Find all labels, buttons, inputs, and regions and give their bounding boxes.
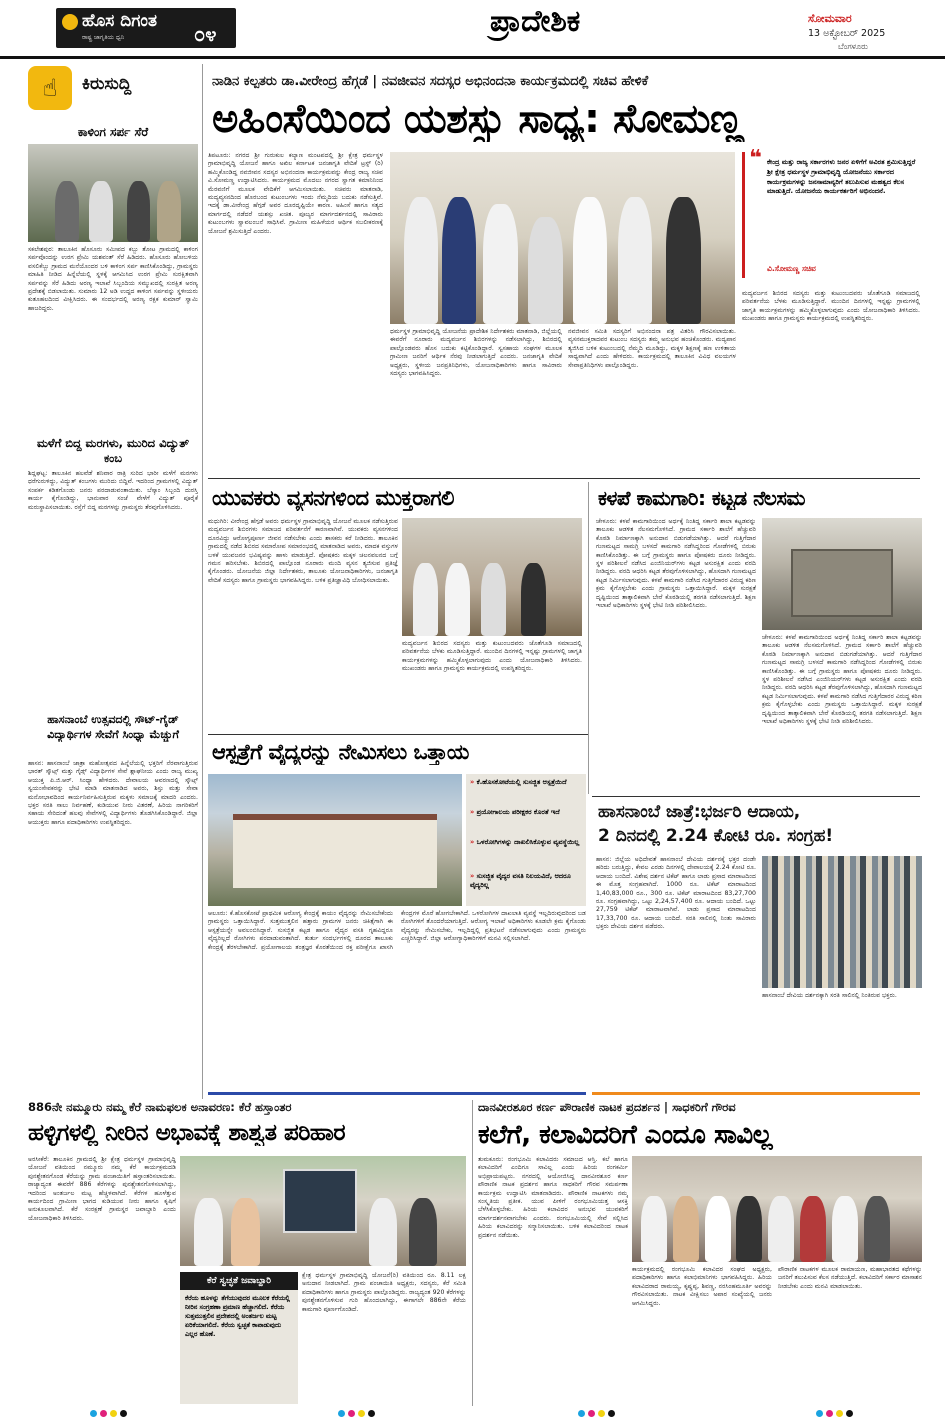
kere-strap: 886ನೇ ನಮ್ಮೂರು ನಮ್ಮ ಕೆರೆ ನಾಮಫಲಕ ಅನಾವರಣ: ಕೆರೆ ಹಸ್ತಾಂತರ (28, 1100, 292, 1114)
bullet-icon: » (470, 872, 477, 880)
quote-mark-icon: ❝ (749, 146, 762, 171)
hasanambe-text: ಹಾಸನ: ಜಿಲ್ಲೆಯ ಅಧಿದೇವತೆ ಹಾಸನಾಂಬೆ ದೇವಿಯ ದರ್ಶನಕ್ಕೆ ಭಕ್ತರ ದಂಡೇ ಹರಿದು ಬರುತ್ತಿದ್ದು, ಕೇವಲ ಎರಡು ದಿನಗಳಲ್ಲಿ ದೇವಾಲಯಕ್ಕೆ 2.24 ಕೋಟಿ ರೂ. ಆದಾಯ ಬಂದಿದೆ. ವಿಶೇಷ ದರ್ಶನ ಟಿಕೆಟ್ ಹಾಗೂ ಲಾಡು ಪ್ರಸಾದ ಮಾರಾಟದಿಂದ ಈ ಮೊತ್ತ ಸಂಗ್ರಹವಾಗಿದೆ. 1000 ರೂ. ಟಿಕೆಟ್ ಮಾರಾಟದಿಂದ 1,40,83,000 ರೂ., 300 ರೂ. ಟಿಕೆಟ್ ಮಾರಾಟದಿಂದ 83,27,700 ರೂ. ಸಂಗ್ರಹವಾಗಿದ್ದು, ಒಟ್ಟು 2,24,57,400 ರೂ. ಆದಾಯ ಬಂದಿದೆ. ಒಟ್ಟು 27,759 ಟಿಕೆಟ್ ಮಾರಾಟವಾಗಿವೆ. ಲಾಡು ಪ್ರಸಾದ ಮಾರಾಟದಿಂದ 17,33,700 ರೂ. ಆದಾಯ ಬಂದಿದೆ. ಸರತಿ ಸಾಲಿನಲ್ಲಿ ನಿಂತು ಸಾವಿರಾರು ಭಕ್ತರು ದೇವಿಯ ದರ್ಶನ ಪಡೆದರು. (596, 856, 756, 931)
person-figure (705, 1196, 731, 1262)
person-figure (445, 563, 470, 636)
bullet-text: ಪ್ರಯೋಗಾಲಯ ಪರೀಕ್ಷಕರ ಕೊರತೆ ಇದೆ (476, 808, 560, 816)
masthead-rule (0, 56, 945, 59)
bullet-text: ಕೆ.ಹೊಸಕೋಟೆಯಲ್ಲಿ ಸುಸಜ್ಜಿತ ಆಸ್ಪತ್ರೆಯಿದೆ (476, 778, 567, 786)
page-number: ೦೪ (194, 22, 217, 46)
person-figure (89, 181, 113, 242)
kalege-strap: ದಾನವೀರಶೂರ ಕರ್ಣ ಪೌರಾಣಿಕ ನಾಟಕ ಪ್ರದರ್ಶನ | ಸಾಧಕರಿಗೆ ಗೌರವ (478, 1100, 736, 1114)
person-figure (666, 197, 701, 324)
registration-dot (338, 1410, 345, 1417)
story3-text: ಹಾಸನ: ಹಾಸನಾಂಬೆ ಜಾತ್ರಾ ಮಹೋತ್ಸವದ ಹಿನ್ನೆಲೆಯಲ್ಲಿ ಭಕ್ತರಿಗೆ ನೆರವಾಗುತ್ತಿರುವ ಭಾರತ್ ಸ್ಕೌಟ್ಸ್ ಮತ್ತು ಗೈಡ್ಸ್ ವಿದ್ಯಾರ್ಥಿಗಳ ಸೇವೆ ಶ್ಲಾಘನೀಯ ಎಂದು ರಾಜ್ಯ ಮುಖ್ಯ ಆಯುಕ್ತ ಪಿ.ಜಿ.ಆರ್. ಸಿಂಧ್ಯಾ ಹೇಳಿದರು. ದೇವಾಲಯ ಆವರಣದಲ್ಲಿ ಸ್ಕೌಟ್ಸ್ ಸ್ವಯಂಸೇವಕರನ್ನು ಭೇಟಿ ಮಾಡಿ ಮಾತನಾಡಿದ ಅವರು, ಶಿಸ್ತು ಮತ್ತು ಸೇವಾ ಮನೋಭಾವದಿಂದ ಕಾರ್ಯನಿರ್ವಹಿಸುತ್ತಿರುವ ಮಕ್ಕಳು ಸಮಾಜಕ್ಕೆ ಮಾದರಿ ಎಂದರು. ಭಕ್ತರ ಸರತಿ ಸಾಲು ನಿರ್ವಹಣೆ, ಕುಡಿಯುವ ನೀರು ವಿತರಣೆ, ಹಿರಿಯ ನಾಗರಿಕರಿಗೆ ಸಹಾಯ ಸೇರಿದಂತೆ ಹಲವು ಸೇವೆಗಳಲ್ಲಿ ವಿದ್ಯಾರ್ಥಿಗಳು ತೊಡಗಿಸಿಕೊಂಡಿದ್ದಾರೆ. ಜಿಲ್ಲಾ ಆಯುಕ್ತರು ಹಾಗೂ ಪದಾಧಿಕಾರಿಗಳು ಉಪಸ್ಥಿತರಿದ್ದರು. (28, 760, 198, 826)
person-figure (641, 1196, 667, 1262)
person-figure (404, 197, 439, 324)
aspatre-photo (208, 774, 462, 906)
person-figure (573, 197, 608, 324)
person-figure (481, 563, 506, 636)
kere-headline: ಹಳ್ಳಿಗಳಲ್ಲಿ ನೀರಿನ ಅಭಾವಕ್ಕೆ ಶಾಶ್ವತ ಪರಿಹಾರ (28, 1120, 346, 1146)
left-column-rule (202, 64, 203, 1099)
kere-photo (180, 1156, 466, 1266)
aspatre-top-rule (208, 734, 588, 735)
hasanambe-caption: ಹಾಸನಾಂಬೆ ದೇವಿಯ ದರ್ಶನಕ್ಕಾಗಿ ಸರತಿ ಸಾಲಿನಲ್ಲಿ ನಿಂತಿರುವ ಭಕ್ತರು. (762, 992, 897, 999)
person-figure (369, 1198, 398, 1266)
registration-dot (100, 1410, 107, 1417)
bullet-icon: » (470, 778, 477, 786)
person-figure (127, 181, 151, 242)
registration-dot (368, 1410, 375, 1417)
building-shape (791, 549, 893, 616)
yuvaka-photo (402, 518, 582, 636)
lead-strap: ನಾಡಿನ ಕಲ್ಪತರು ಡಾ.ವೀರೇಂದ್ರ ಹೆಗ್ಗಡೆ | ನವಜೀವನ ಸದಸ್ಯರ ಅಭಿನಂದನಾ ಕಾರ್ಯಕ್ರಮದಲ್ಲಿ ಸಚಿವ ಹೇಳಿಕೆ (212, 74, 649, 89)
bottom-mid-rule (472, 1100, 473, 1406)
person-figure (409, 1198, 438, 1266)
person-figure (231, 1198, 260, 1266)
registration-dot (120, 1410, 127, 1417)
bullet-item (470, 808, 582, 817)
kere-text: ಅರಸೀಕೆರೆ: ತಾಲೂಕಿನ ಗ್ರಾಮದಲ್ಲಿ ಶ್ರೀ ಕ್ಷೇತ್ರ ಧರ್ಮಸ್ಥಳ ಗ್ರಾಮಾಭಿವೃದ್ಧಿ ಯೋಜನೆ ವತಿಯಿಂದ ನಮ್ಮೂರು ನಮ್ಮ ಕೆರೆ ಕಾರ್ಯಕ್ರಮದಡಿ ಪುನಶ್ಚೇತನಗೊಂಡ ಕೆರೆಯನ್ನು ಗ್ರಾಮ ಪಂಚಾಯಿತಿಗೆ ಹಸ್ತಾಂತರಿಸಲಾಯಿತು. ರಾಜ್ಯಾದ್ಯಂತ ಈವರೆಗೆ 886 ಕೆರೆಗಳನ್ನು ಪುನಶ್ಚೇತನಗೊಳಿಸಲಾಗಿದ್ದು, ಇದರಿಂದ ಅಂತರ್ಜಲ ಮಟ್ಟ ಹೆಚ್ಚಳವಾಗಿದೆ. ಕೆರೆಗಳ ಹೂಳೆತ್ತುವ ಕಾರ್ಯದಿಂದ ಗ್ರಾಮೀಣ ಭಾಗದ ಕುಡಿಯುವ ನೀರು ಹಾಗೂ ಕೃಷಿಗೆ ಅನುಕೂಲವಾಗಿದೆ. ಕೆರೆ ಸಂರಕ್ಷಣೆ ಗ್ರಾಮಸ್ಥರ ಜವಾಬ್ದಾರಿ ಎಂದು ಯೋಜನಾಧಿಕಾರಿ ತಿಳಿಸಿದರು. (28, 1156, 176, 1222)
lead-quote-box (742, 146, 920, 278)
person-figure (768, 1196, 794, 1262)
kalape-headline: ಕಳಪೆ ಕಾಮಗಾರಿ: ಕಟ್ಟಡ ನೆಲಸಮ (598, 486, 806, 510)
registration-dot (578, 1410, 585, 1417)
bullet-text: ಸುಸಜ್ಜಿತ ವೈದ್ಯರ ವಸತಿ ನಿಲಯವಿದೆ, ಆದರೂ ವೈದ್ಯರಿಲ್ಲ (470, 872, 571, 889)
section-title: ಪ್ರಾದೇಶಿಕ (490, 4, 581, 39)
kalege-photo (632, 1156, 922, 1262)
registration-dot (588, 1410, 595, 1417)
person-figure (521, 563, 546, 636)
registration-dot (110, 1410, 117, 1417)
person-figure (832, 1196, 858, 1262)
kalege-text: ತುಮಕೂರು: ರಂಗಭೂಮಿ ಕಲಾವಿದರು ಸಮಾಜದ ಆಸ್ತಿ. ಕಲೆ ಹಾಗೂ ಕಲಾವಿದರಿಗೆ ಎಂದಿಗೂ ಸಾವಿಲ್ಲ ಎಂದು ಹಿರಿಯ ರಂಗಕರ್ಮಿ ಅಭಿಪ್ರಾಯಪಟ್ಟರು. ನಗರದಲ್ಲಿ ಆಯೋಜಿಸಿದ್ದ ದಾನವೀರಶೂರ ಕರ್ಣ ಪೌರಾಣಿಕ ನಾಟಕ ಪ್ರದರ್ಶನ ಹಾಗೂ ಸಾಧಕರಿಗೆ ಗೌರವ ಸಮರ್ಪಣಾ ಕಾರ್ಯಕ್ರಮ ಉದ್ಘಾಟಿಸಿ ಮಾತನಾಡಿದರು. ಪೌರಾಣಿಕ ನಾಟಕಗಳು ನಮ್ಮ ಸಂಸ್ಕೃತಿಯ ಪ್ರತೀಕ. ಯುವ ಪೀಳಿಗೆ ರಂಗಭೂಮಿಯತ್ತ ಆಸಕ್ತಿ ಬೆಳೆಸಿಕೊಳ್ಳಬೇಕು. ಹಿರಿಯ ಕಲಾವಿದರ ಅನುಭವ ಯುವಕರಿಗೆ ಮಾರ್ಗದರ್ಶನವಾಗಬೇಕು ಎಂದರು. ರಂಗಭೂಮಿಯಲ್ಲಿ ಸೇವೆ ಸಲ್ಲಿಸಿದ ಹಿರಿಯ ಕಲಾವಿದರನ್ನು ಸನ್ಮಾನಿಸಲಾಯಿತು. ಬಳಿಕ ಕಲಾವಿದರಿಂದ ನಾಟಕ ಪ್ರದರ್ಶನ ನಡೆಯಿತು. (478, 1156, 628, 1239)
kirusuddi-label: ಕಿರುಸುದ್ದಿ (82, 74, 132, 94)
lead-text-c: ನವಜೀವನ ಸಮಿತಿ ಸದಸ್ಯರಿಗೆ ಅಭಿನಂದನಾ ಪತ್ರ ವಿತರಿಸಿ ಗೌರವಿಸಲಾಯಿತು. ವ್ಯಸನಮುಕ್ತರಾದವರ ಕುಟುಂಬ ಸದಸ್ಯರು ತಮ್ಮ ಅನುಭವ ಹಂಚಿಕೊಂಡರು. ಮದ್ಯಪಾನ ತ್ಯಜಿಸಿದ ಬಳಿಕ ಕುಟುಂಬದಲ್ಲಿ ನೆಮ್ಮದಿ ಮೂಡಿದ್ದು, ಮಕ್ಕಳ ಶಿಕ್ಷಣಕ್ಕೆ ಹಣ ಉಳಿತಾಯ ಸಾಧ್ಯವಾಗಿದೆ ಎಂದು ಹೇಳಿದರು. ಕಾರ್ಯಕ್ರಮದಲ್ಲಿ ತಾಲೂಕಿನ ವಿವಿಧ ವಲಯಗಳ ಸೇವಾಪ್ರತಿನಿಧಿಗಳು ಪಾಲ್ಗೊಂಡಿದ್ದರು. (568, 328, 736, 369)
registration-dot (598, 1410, 605, 1417)
person-figure (528, 217, 563, 324)
aspatre-text: ಆಲೂರು: ಕೆ.ಹೊಸಕೋಟೆ ಪ್ರಾಥಮಿಕ ಆರೋಗ್ಯ ಕೇಂದ್ರಕ್ಕೆ ಕಾಯಂ ವೈದ್ಯರನ್ನು ನೇಮಿಸಬೇಕೆಂದು ಗ್ರಾಮಸ್ಥರು ಒತ್ತಾಯಿಸಿದ್ದಾರೆ. ಸುತ್ತಮುತ್ತಲಿನ ಹತ್ತಾರು ಗ್ರಾಮಗಳ ಜನರು ಚಿಕಿತ್ಸೆಗಾಗಿ ಈ ಆಸ್ಪತ್ರೆಯನ್ನೇ ಅವಲಂಬಿಸಿದ್ದಾರೆ. ಸುಸಜ್ಜಿತ ಕಟ್ಟಡ ಹಾಗೂ ವೈದ್ಯರ ವಸತಿ ಗೃಹವಿದ್ದರೂ ವೈದ್ಯರಿಲ್ಲದೆ ರೋಗಿಗಳು ಪರದಾಡುವಂತಾಗಿದೆ. ತುರ್ತು ಸಂದರ್ಭಗಳಲ್ಲಿ ದೂರದ ತಾಲೂಕು ಕೇಂದ್ರಕ್ಕೆ ತೆರಳಬೇಕಾಗಿದೆ. ಪ್ರಯೋಗಾಲಯ ತಂತ್ರಜ್ಞರ ಕೊರತೆಯಿಂದ ರಕ್ತ ಪರೀಕ್ಷೆಗೂ ಖಾಸಗಿ ಕೇಂದ್ರಗಳ ಮೊರೆ ಹೋಗಬೇಕಾಗಿದೆ. ಒಳರೋಗಿಗಳ ದಾಖಲಾತಿ ವ್ಯವಸ್ಥೆ ಇಲ್ಲದಿರುವುದರಿಂದ ಬಡ ರೋಗಿಗಳಿಗೆ ತೊಂದರೆಯಾಗುತ್ತಿದೆ. ಆರೋಗ್ಯ ಇಲಾಖೆ ಅಧಿಕಾರಿಗಳು ಕೂಡಲೇ ಕ್ರಮ ಕೈಗೊಂಡು ವೈದ್ಯರನ್ನು ನೇಮಿಸಬೇಕು, ಇಲ್ಲದಿದ್ದಲ್ಲಿ ಪ್ರತಿಭಟನೆ ನಡೆಸಲಾಗುವುದು ಎಂದು ಗ್ರಾಮಸ್ಥರು ಎಚ್ಚರಿಸಿದ್ದಾರೆ. ಜಿಲ್ಲಾ ಆರೋಗ್ಯಾಧಿಕಾರಿಗಳಿಗೆ ಮನವಿ ಸಲ್ಲಿಸಲಾಗಿದೆ. (208, 910, 586, 951)
brand-name: ಹೊಸ ದಿಗಂತ (82, 11, 157, 31)
orange-divider (592, 1092, 920, 1095)
brand-lamp-icon (62, 14, 78, 30)
yuvaka-text: ಮಧುಗಿರಿ: ವೀರೇಂದ್ರ ಹೆಗ್ಗಡೆ ಅವರು ಧರ್ಮಸ್ಥಳ ಗ್ರಾಮಾಭಿವೃದ್ಧಿ ಯೋಜನೆ ಮೂಲಕ ನಡೆಸುತ್ತಿರುವ ಮದ್ಯವರ್ಜನ ಶಿಬಿರಗಳು ಸಮಾಜದ ಪರಿವರ್ತನೆಗೆ ಕಾರಣವಾಗಿವೆ. ಯುವಕರು ವ್ಯಸನಗಳಿಂದ ದೂರವಿದ್ದು ಆರೋಗ್ಯಪೂರ್ಣ ಜೀವನ ನಡೆಸಬೇಕು ಎಂದು ಶಾಸಕರು ಕರೆ ನೀಡಿದರು. ತಾಲೂಕಿನ ಗ್ರಾಮದಲ್ಲಿ ನಡೆದ ಶಿಬಿರದ ಸಮಾರೋಪ ಸಮಾರಂಭದಲ್ಲಿ ಮಾತನಾಡಿದ ಅವರು, ಮಾದಕ ವಸ್ತುಗಳ ಬಳಕೆ ಯುವಜನರ ಭವಿಷ್ಯವನ್ನು ಹಾಳು ಮಾಡುತ್ತಿದೆ. ಪೋಷಕರು ಮಕ್ಕಳ ಚಲನವಲನದ ಬಗ್ಗೆ ಗಮನ ಹರಿಸಬೇಕು. ಶಿಬಿರದಲ್ಲಿ ಪಾಲ್ಗೊಂಡ ನೂರಾರು ಮಂದಿ ವ್ಯಸನ ತ್ಯಜಿಸುವ ಪ್ರತಿಜ್ಞೆ ಕೈಗೊಂಡರು. ಯೋಜನೆಯ ಜಿಲ್ಲಾ ನಿರ್ದೇಶಕರು, ತಾಲೂಕು ಯೋಜನಾಧಿಕಾರಿಗಳು, ಜನಜಾಗೃತಿ ವೇದಿಕೆ ಸದಸ್ಯರು ಹಾಗೂ ಗ್ರಾಮಸ್ಥರು ಭಾಗವಹಿಸಿದ್ದರು. ಬಳಿಕ ಪ್ರತಿಜ್ಞಾವಿಧಿ ಬೋಧಿಸಲಾಯಿತು. (208, 518, 398, 584)
hasanambe-photo (762, 856, 922, 988)
issue-date: 13 ಅಕ್ಟೋಬರ್ 2025 (808, 28, 886, 39)
person-figure (800, 1196, 826, 1262)
kere-text-2: ಕ್ಷೇತ್ರ ಧರ್ಮಸ್ಥಳ ಗ್ರಾಮಾಭಿವೃದ್ಧಿ ಯೋಜನೆ(ರಿ) ವತಿಯಿಂದ ರೂ. 8.11 ಲಕ್ಷ ಅನುದಾನ ನೀಡಲಾಗಿದೆ. ಗ್ರಾಮ ಪಂಚಾಯಿತಿ ಅಧ್ಯಕ್ಷರು, ಸದಸ್ಯರು, ಕೆರೆ ಸಮಿತಿ ಪದಾಧಿಕಾರಿಗಳು ಹಾಗೂ ಗ್ರಾಮಸ್ಥರು ಪಾಲ್ಗೊಂಡಿದ್ದರು. ರಾಜ್ಯದ್ಯಂತ 920 ಕೆರೆಗಳನ್ನು ಪುನಶ್ಚೇತನಗೊಳಿಸುವ ಗುರಿ ಹೊಂದಲಾಗಿದ್ದು, ಈಗಾಗಲೇ 886ನೇ ಕೆರೆಯ ಕಾಮಗಾರಿ ಪೂರ್ಣಗೊಂಡಿದೆ. (302, 1272, 466, 1313)
kalege-text-3: ಪೌರಾಣಿಕ ನಾಟಕಗಳ ಮೂಲಕ ರಾಮಾಯಣ, ಮಹಾಭಾರತದ ಕಥೆಗಳನ್ನು ಜನರಿಗೆ ತಲುಪಿಸುವ ಕೆಲಸ ನಡೆಯುತ್ತಿದೆ. ಕಲಾವಿದರಿಗೆ ಸರ್ಕಾರ ಮಾಸಾಶನ ನೀಡಬೇಕು ಎಂದು ಮನವಿ ಮಾಡಲಾಯಿತು. (778, 1266, 922, 1290)
person-figure (736, 1196, 762, 1262)
lead-photo (390, 152, 735, 324)
kalege-headline: ಕಲೆಗೆ, ಕಲಾವಿದರಿಗೆ ಎಂದೂ ಸಾವಿಲ್ಲ (478, 1120, 773, 1150)
hospital-building (233, 814, 436, 888)
bullet-item (470, 872, 582, 890)
story1-photo (28, 144, 198, 242)
bullet-icon: » (470, 808, 477, 816)
quote-text: ಕೇಂದ್ರ ಮತ್ತು ರಾಜ್ಯ ಸರ್ಕಾರಗಳು ಜನರ ಏಳಿಗೆಗೆ ಅವಿರತ ಶ್ರಮಿಸುತ್ತಿದ್ದರೆ ಶ್ರೀ ಕ್ಷೇತ್ರ ಧರ್ಮಸ್ಥಳ ಗ್ರಾಮಾಭಿವೃದ್ಧಿ ಯೋಜನೆಯು ಸರ್ಕಾರದ ಕಾರ್ಯಕ್ರಮಗಳನ್ನು ಜನಸಾಮಾನ್ಯರಿಗೆ ತಲುಪಿಸುವ ಮಹತ್ವದ ಕೆಲಸ ಮಾಡುತ್ತಿದೆ. ಯೋಜನೆಯ ಕಾರ್ಯಕರ್ತರಿಗೆ ಅಭಿನಂದನೆ. (767, 158, 916, 196)
hasanambe-top-rule (592, 796, 920, 797)
registration-dot (846, 1410, 853, 1417)
lead-bottom-rule (208, 478, 920, 479)
person-figure (618, 197, 653, 324)
kalape-text: ಚೇಳೂರು: ಕಳಪೆ ಕಾಮಗಾರಿಯಿಂದ ಅರ್ಧಕ್ಕೆ ನಿಂತಿದ್ದ ಸರ್ಕಾರಿ ಶಾಲಾ ಕಟ್ಟಡವನ್ನು ತಾಲೂಕು ಆಡಳಿತ ನೆಲಸಮಗೊಳಿಸಿದೆ. ಗ್ರಾಮದ ಸರ್ಕಾರಿ ಶಾಲೆಗೆ ಹೆಚ್ಚುವರಿ ಕೊಠಡಿ ನಿರ್ಮಾಣಕ್ಕಾಗಿ ಅನುದಾನ ಬಿಡುಗಡೆಯಾಗಿತ್ತು. ಆದರೆ ಗುತ್ತಿಗೆದಾರ ಗುಣಮಟ್ಟದ ಸಾಮಗ್ರಿ ಬಳಸದೆ ಕಾಮಗಾರಿ ನಡೆಸಿದ್ದರಿಂದ ಗೋಡೆಗಳಲ್ಲಿ ಬಿರುಕು ಕಾಣಿಸಿಕೊಂಡಿತ್ತು. ಈ ಬಗ್ಗೆ ಗ್ರಾಮಸ್ಥರು ಹಾಗೂ ಪೋಷಕರು ದೂರು ನೀಡಿದ್ದರು. ಸ್ಥಳ ಪರಿಶೀಲನೆ ನಡೆಸಿದ ಎಂಜಿನಿಯರ್‌ಗಳು ಕಟ್ಟಡ ಅಸುರಕ್ಷಿತ ಎಂದು ವರದಿ ನೀಡಿದ್ದರು. ವರದಿ ಆಧರಿಸಿ ಕಟ್ಟಡ ತೆರವುಗೊಳಿಸಲಾಗಿದ್ದು, ಹೊಸದಾಗಿ ಗುಣಮಟ್ಟದ ಕಟ್ಟಡ ನಿರ್ಮಿಸಲಾಗುವುದು. ಕಳಪೆ ಕಾಮಗಾರಿ ನಡೆಸಿದ ಗುತ್ತಿಗೆದಾರರ ವಿರುದ್ಧ ಕಠಿಣ ಕ್ರಮ ಕೈಗೊಳ್ಳಬೇಕು ಎಂದು ಗ್ರಾಮಸ್ಥರು ಒತ್ತಾಯಿಸಿದ್ದಾರೆ. ಮಕ್ಕಳ ಸುರಕ್ಷತೆ ದೃಷ್ಟಿಯಿಂದ ತಾತ್ಕಾಲಿಕವಾಗಿ ಬೇರೆ ಕೊಠಡಿಯಲ್ಲಿ ತರಗತಿ ನಡೆಸಲಾಗುತ್ತಿದೆ. ಶಿಕ್ಷಣ ಇಲಾಖೆ ಅಧಿಕಾರಿಗಳು ಸ್ಥಳಕ್ಕೆ ಭೇಟಿ ನೀಡಿ ಪರಿಶೀಲಿಸಿದರು. (596, 518, 756, 610)
brand-tagline: ರಾಷ್ಟ್ರ ಜಾಗೃತಿಯ ಧ್ವನಿ (82, 34, 125, 41)
kirusuddi-logo (28, 66, 158, 110)
person-figure (55, 181, 79, 242)
story1-text: ಸಕಲೇಶಪುರ: ತಾಲೂಕಿನ ಹೊಸೂರು ಸಮೀಪದ ಕಬ್ಬು ತೋಟ ಗ್ರಾಮದಲ್ಲಿ ಕಾಳಿಂಗ ಸರ್ಪವೊಂದನ್ನು ಉರಗ ಪ್ರೇಮಿ ಯಶವಂತ್ ಸೆರೆ ಹಿಡಿದರು. ಹೊಸೂರು ಹೋಬಳಿಯ ವಸಲಿಕೆಬ್ಬು ಗ್ರಾಮದ ಮನೆಯೊಂದರ ಬಳಿ ಕಾಳಿಂಗ ಸರ್ಪ ಕಾಣಿಸಿಕೊಂಡಿದ್ದು, ಗ್ರಾಮಸ್ಥರು ಮಾಹಿತಿ ನೀಡಿದ ಹಿನ್ನೆಲೆಯಲ್ಲಿ ಸ್ಥಳಕ್ಕೆ ಆಗಮಿಸಿದ ಉರಗ ಪ್ರೇಮಿ ಸುರಕ್ಷಿತವಾಗಿ ಸರ್ಪವನ್ನು ಸೆರೆ ಹಿಡಿದು ಅರಣ್ಯ ಇಲಾಖೆ ಸಿಬ್ಬಂದಿಯ ಸಮ್ಮುಖದಲ್ಲಿ ಸುರಕ್ಷಿತ ಅರಣ್ಯ ಪ್ರದೇಶಕ್ಕೆ ಬಿಡಲಾಯಿತು. ಸುಮಾರು 12 ಅಡಿ ಉದ್ದದ ಕಾಳಿಂಗ ಸರ್ಪವನ್ನು ಸ್ಥಳೀಯರು ಕುತೂಹಲದಿಂದ ವೀಕ್ಷಿಸಿದರು. ಈ ಸಂದರ್ಭದಲ್ಲಿ ಅರಣ್ಯ ರಕ್ಷಕ ಕುಮಾರ್ ಸ್ವಾಮಿ ಹಾಜರಿದ್ದರು. (28, 246, 198, 312)
kere-box (180, 1272, 298, 1404)
person-figure (673, 1196, 699, 1262)
person-figure (483, 204, 518, 324)
hand-icon: ☝ (28, 66, 72, 110)
nameplate-board (283, 1169, 357, 1233)
kalape-text-2: ಚೇಳೂರು: ಕಳಪೆ ಕಾಮಗಾರಿಯಿಂದ ಅರ್ಧಕ್ಕೆ ನಿಂತಿದ್ದ ಸರ್ಕಾರಿ ಶಾಲಾ ಕಟ್ಟಡವನ್ನು ತಾಲೂಕು ಆಡಳಿತ ನೆಲಸಮಗೊಳಿಸಿದೆ. ಗ್ರಾಮದ ಸರ್ಕಾರಿ ಶಾಲೆಗೆ ಹೆಚ್ಚುವರಿ ಕೊಠಡಿ ನಿರ್ಮಾಣಕ್ಕಾಗಿ ಅನುದಾನ ಬಿಡುಗಡೆಯಾಗಿತ್ತು. ಆದರೆ ಗುತ್ತಿಗೆದಾರ ಗುಣಮಟ್ಟದ ಸಾಮಗ್ರಿ ಬಳಸದೆ ಕಾಮಗಾರಿ ನಡೆಸಿದ್ದರಿಂದ ಗೋಡೆಗಳಲ್ಲಿ ಬಿರುಕು ಕಾಣಿಸಿಕೊಂಡಿತ್ತು. ಈ ಬಗ್ಗೆ ಗ್ರಾಮಸ್ಥರು ಹಾಗೂ ಪೋಷಕರು ದೂರು ನೀಡಿದ್ದರು. ಸ್ಥಳ ಪರಿಶೀಲನೆ ನಡೆಸಿದ ಎಂಜಿನಿಯರ್‌ಗಳು ಕಟ್ಟಡ ಅಸುರಕ್ಷಿತ ಎಂದು ವರದಿ ನೀಡಿದ್ದರು. ವರದಿ ಆಧರಿಸಿ ಕಟ್ಟಡ ತೆರವುಗೊಳಿಸಲಾಗಿದ್ದು, ಹೊಸದಾಗಿ ಗುಣಮಟ್ಟದ ಕಟ್ಟಡ ನಿರ್ಮಿಸಲಾಗುವುದು. ಕಳಪೆ ಕಾಮಗಾರಿ ನಡೆಸಿದ ಗುತ್ತಿಗೆದಾರರ ವಿರುದ್ಧ ಕಠಿಣ ಕ್ರಮ ಕೈಗೊಳ್ಳಬೇಕು ಎಂದು ಗ್ರಾಮಸ್ಥರು ಒತ್ತಾಯಿಸಿದ್ದಾರೆ. ಮಕ್ಕಳ ಸುರಕ್ಷತೆ ದೃಷ್ಟಿಯಿಂದ ತಾತ್ಕಾಲಿಕವಾಗಿ ಬೇರೆ ಕೊಠಡಿಯಲ್ಲಿ ತರಗತಿ ನಡೆಸಲಾಗುತ್ತಿದೆ. ಶಿಕ್ಷಣ ಇಲಾಖೆ ಅಧಿಕಾರಿಗಳು ಸ್ಥಳಕ್ಕೆ ಭೇಟಿ ನೀಡಿ ಪರಿಶೀಲಿಸಿದರು. (762, 634, 922, 726)
hasanambe-headline-1: ಹಾಸನಾಂಬೆ ಜಾತ್ರೆ:ಭರ್ಜರಿ ಆದಾಯ, (598, 802, 801, 822)
issue-city: ಬೆಂಗಳೂರು (838, 42, 868, 51)
aspatre-headline: ಆಸ್ಪತ್ರೆಗೆ ವೈದ್ಯರನ್ನು ನೇಮಿಸಲು ಒತ್ತಾಯ (212, 740, 469, 764)
story3-title: ಹಾಸನಾಂಬೆ ಉತ್ಸವದಲ್ಲಿ ಸೌಟ್-ಗೈಡ್ ವಿದ್ಯಾರ್ಥಿಗಳ ಸೇವೆಗೆ ಸಿಂಧ್ಯಾ ಮೆಚ್ಚುಗೆ (47, 713, 179, 741)
registration-dot (836, 1410, 843, 1417)
hasanambe-headline-2: 2 ದಿನದಲ್ಲಿ 2.24 ಕೋಟಿ ರೂ. ಸಂಗ್ರಹ! (598, 826, 834, 846)
lead-headline: ಅಹಿಂಸೆಯಿಂದ ಯಶಸ್ಸು ಸಾಧ್ಯ: ಸೋಮಣ್ಣ (212, 96, 744, 142)
yuvaka-headline: ಯುವಕರು ವ್ಯಸನಗಳಿಂದ ಮುಕ್ತರಾಗಲಿ (212, 486, 455, 510)
registration-dot (826, 1410, 833, 1417)
person-figure (864, 1196, 890, 1262)
lead-text-b: ಧರ್ಮಸ್ಥಳ ಗ್ರಾಮಾಭಿವೃದ್ಧಿ ಯೋಜನೆಯ ಪ್ರಾದೇಶಿಕ ನಿರ್ದೇಶಕರು ಮಾತನಾಡಿ, ಜಿಲ್ಲೆಯಲ್ಲಿ ಈವರೆಗೆ ನೂರಾರು ಮದ್ಯವರ್ಜನ ಶಿಬಿರಗಳನ್ನು ನಡೆಸಲಾಗಿದ್ದು, ಶಿಬಿರದಲ್ಲಿ ಪಾಲ್ಗೊಂಡವರು ಹೊಸ ಬದುಕು ಕಟ್ಟಿಕೊಂಡಿದ್ದಾರೆ. ಸ್ವಸಹಾಯ ಸಂಘಗಳ ಮೂಲಕ ಗ್ರಾಮೀಣ ಜನರಿಗೆ ಆರ್ಥಿಕ ನೆರವು ನೀಡಲಾಗುತ್ತಿದೆ ಎಂದರು. ಜನಜಾಗೃತಿ ವೇದಿಕೆ ಅಧ್ಯಕ್ಷರು, ಸ್ಥಳೀಯ ಜನಪ್ರತಿನಿಧಿಗಳು, ಯೋಜನಾಧಿಕಾರಿಗಳು ಹಾಗೂ ಸಾವಿರಾರು ಸದಸ್ಯರು ಭಾಗವಹಿಸಿದ್ದರು. (390, 328, 562, 378)
registration-dot (348, 1410, 355, 1417)
bullet-text: ಒಳರೋಗಿಗಳನ್ನು ದಾಖಲಿಸಿಕೊಳ್ಳುವ ವ್ಯವಸ್ಥೆಯಿಲ್ಲ (476, 838, 580, 846)
person-figure (194, 1198, 223, 1266)
registration-dot (90, 1410, 97, 1417)
brand-block (56, 8, 236, 48)
story2-title: ಮಳೆಗೆ ಬಿದ್ದ ಮರಗಳು, ಮುರಿದ ವಿದ್ಯುತ್ ಕಂಬ (36, 436, 190, 465)
story2-text: ಶಿದ್ಲಘಟ್ಟ: ತಾಲೂಕಿನ ಹಲವೆಡೆ ಶನಿವಾರ ರಾತ್ರಿ ಸುರಿದ ಭಾರೀ ಮಳೆಗೆ ಮರಗಳು ಧರೆಗುರುಳಿದ್ದು, ವಿದ್ಯುತ್ ಕಂಬಗಳು ಮುರಿದು ಬಿದ್ದಿವೆ. ಇದರಿಂದ ಗ್ರಾಮಗಳಲ್ಲಿ ವಿದ್ಯುತ್ ಸಂಪರ್ಕ ಕಡಿತಗೊಂಡು ಜನರು ಪರದಾಡುವಂತಾಯಿತು. ಬೆಸ್ಕಾಂ ಸಿಬ್ಬಂದಿ ದುರಸ್ತಿ ಕಾರ್ಯ ಕೈಗೊಂಡಿದ್ದು, ಭಾನುವಾರ ಸಂಜೆ ವೇಳೆಗೆ ವಿದ್ಯುತ್ ಪೂರೈಕೆ ಮರುಸ್ಥಾಪಿಸಲಾಯಿತು. ರಸ್ತೆಗೆ ಬಿದ್ದ ಮರಗಳನ್ನು ಗ್ರಾಮಸ್ಥರು ತೆರವುಗೊಳಿಸಿದರು. (28, 470, 198, 511)
story1-title: ಕಾಳಿಂಗ ಸರ್ಪ ಸೆರೆ (77, 125, 149, 139)
bullet-item (470, 778, 582, 787)
kalege-text-2: ಕಾರ್ಯಕ್ರಮದಲ್ಲಿ ರಂಗಭೂಮಿ ಕಲಾವಿದರ ಸಂಘದ ಅಧ್ಯಕ್ಷರು, ಪದಾಧಿಕಾರಿಗಳು ಹಾಗೂ ಕಲಾಭಿಮಾನಿಗಳು ಭಾಗವಹಿಸಿದ್ದರು. ಹಿರಿಯ ಕಲಾವಿದರಾದ ರಾಮಯ್ಯ, ಕೃಷ್ಣಪ್ಪ, ಶಿವಣ್ಣ, ನರಸಿಂಹಮೂರ್ತಿ ಅವರನ್ನು ಗೌರವಿಸಲಾಯಿತು. ನಾಟಕ ವೀಕ್ಷಿಸಲು ಅಪಾರ ಸಂಖ್ಯೆಯಲ್ಲಿ ಜನರು ಆಗಮಿಸಿದ್ದರು. (632, 1266, 772, 1307)
lead-text-d: ಮದ್ಯವರ್ಜನ ಶಿಬಿರದ ಸದಸ್ಯರು ಮತ್ತು ಕುಟುಂಬದವರು ಜೊತೆಗೂಡಿ ಸಮಾಜದಲ್ಲಿ ಪರಿವರ್ತನೆಯ ಬೆಳಕು ಮೂಡಿಸುತ್ತಿದ್ದಾರೆ. ಮುಂದಿನ ದಿನಗಳಲ್ಲಿ ಇನ್ನಷ್ಟು ಗ್ರಾಮಗಳಲ್ಲಿ ಜಾಗೃತಿ ಕಾರ್ಯಕ್ರಮಗಳನ್ನು ಹಮ್ಮಿಕೊಳ್ಳಲಾಗುವುದು ಎಂದು ಯೋಜನಾಧಿಕಾರಿ ತಿಳಿಸಿದರು. ಮುಖಂಡರು ಹಾಗೂ ಗ್ರಾಮಸ್ಥರು ಕಾರ್ಯಕ್ರಮದಲ್ಲಿ ಉಪಸ್ಥಿತರಿದ್ದರು. (742, 290, 920, 323)
mid-rule (588, 482, 589, 794)
registration-dot (816, 1410, 823, 1417)
person-figure (442, 197, 477, 324)
issue-day: ಸೋಮವಾರ (808, 12, 852, 25)
registration-dot (358, 1410, 365, 1417)
masthead (0, 0, 945, 62)
registration-dot (608, 1410, 615, 1417)
aspatre-bullets (466, 774, 586, 906)
bullet-icon: » (470, 838, 477, 846)
bullet-item (470, 838, 582, 847)
kalape-photo (762, 518, 922, 630)
lead-text-a: ತಿಪಟೂರು: ನಗರದ ಶ್ರೀ ಗುರುಕುಲ ಕಲ್ಯಾಣ ಮಂಟಪದಲ್ಲಿ ಶ್ರೀ ಕ್ಷೇತ್ರ ಧರ್ಮಸ್ಥಳ ಗ್ರಾಮಾಭಿವೃದ್ಧಿ ಯೋಜನೆ ಹಾಗೂ ಅಖಿಲ ಕರ್ನಾಟಕ ಜನಜಾಗೃತಿ ವೇದಿಕೆ ಟ್ರಸ್ಟ್ (ರಿ) ಹಮ್ಮಿಕೊಂಡಿದ್ದ ನವಜೀವನ ಸದಸ್ಯರ ಅಭಿನಂದನಾ ಕಾರ್ಯಕ್ರಮವನ್ನು ಕೇಂದ್ರ ರಾಜ್ಯ ಸಚಿವ ವಿ.ಸೋಮಣ್ಣ ಉದ್ಘಾಟಿಸಿದರು. ಕಾರ್ಯಕ್ರಮದ ಮೊದಲು ನಗರದ ಸ್ವಾಗತ ಕಮಾನಿನಿಂದ ಮೆರವಣಿಗೆ ಮೂಲಕ ವೇದಿಕೆಗೆ ಆಗಮಿಸಲಾಯಿತು. ಸಚಿವರು ಮಾತನಾಡಿ, ಮದ್ಯವ್ಯಸನದಿಂದ ಹೊರಬಂದ ಕುಟುಂಬಗಳು ಇಂದು ನೆಮ್ಮದಿಯ ಬದುಕು ನಡೆಸುತ್ತಿವೆ. ಇದಕ್ಕೆ ಡಾ.ವೀರೇಂದ್ರ ಹೆಗ್ಗಡೆ ಅವರ ದೂರದೃಷ್ಟಿಯೇ ಕಾರಣ. ಅಹಿಂಸೆ ಹಾಗೂ ಸತ್ಯದ ಮಾರ್ಗದಲ್ಲಿ ನಡೆದರೆ ಯಶಸ್ಸು ಖಚಿತ. ಪೂಜ್ಯರ ಮಾರ್ಗದರ್ಶನದಲ್ಲಿ ಸಾವಿರಾರು ಕುಟುಂಬಗಳು ಸ್ವಾವಲಂಬನೆ ಸಾಧಿಸಿವೆ. ಗ್ರಾಮೀಣ ಮಹಿಳೆಯರ ಆರ್ಥಿಕ ಸಬಲೀಕರಣಕ್ಕೆ ಯೋಜನೆ ಶ್ರಮಿಸುತ್ತಿದೆ ಎಂದರು. (208, 152, 383, 235)
quote-byline: ವಿ.ಸೋಮಣ್ಣ ಸಚಿವ (767, 264, 816, 273)
yuvaka-text-2: ಮದ್ಯವರ್ಜನ ಶಿಬಿರದ ಸದಸ್ಯರು ಮತ್ತು ಕುಟುಂಬದವರು ಜೊತೆಗೂಡಿ ಸಮಾಜದಲ್ಲಿ ಪರಿವರ್ತನೆಯ ಬೆಳಕು ಮೂಡಿಸುತ್ತಿದ್ದಾರೆ. ಮುಂದಿನ ದಿನಗಳಲ್ಲಿ ಇನ್ನಷ್ಟು ಗ್ರಾಮಗಳಲ್ಲಿ ಜಾಗೃತಿ ಕಾರ್ಯಕ್ರಮಗಳನ್ನು ಹಮ್ಮಿಕೊಳ್ಳಲಾಗುವುದು ಎಂದು ಯೋಜನಾಧಿಕಾರಿ ತಿಳಿಸಿದರು. ಮುಖಂಡರು ಹಾಗೂ ಗ್ರಾಮಸ್ಥರು ಕಾರ್ಯಕ್ರಮದಲ್ಲಿ ಉಪಸ್ಥಿತರಿದ್ದರು. (402, 640, 582, 673)
kere-box-text: ಕೆರೆಯ ಹೂಳನ್ನು ತೆಗೆಯುವುದರ ಮೂಲಕ ಕೆರೆಯಲ್ಲಿ ನೀರಿನ ಸಂಗ್ರಹಣಾ ಪ್ರಮಾಣ ಹೆಚ್ಚಾಗಲಿದೆ. ಕೆರೆಯ ಸುತ್ತಮುತ್ತಲಿನ ಪ್ರದೇಶದಲ್ಲಿ ಅಂತರ್ಜಲ ಮಟ್ಟ ಏರಿಕೆಯಾಗಲಿದೆ. ಕೆರೆಯ ಸ್ವಚ್ಛತೆ ಕಾಪಾಡುವುದು ಎಲ್ಲರ ಹೊಣೆ. (185, 1294, 290, 1338)
person-figure (413, 563, 438, 636)
blue-divider (208, 1092, 586, 1095)
kere-box-title: ಕೆರೆ ಸ್ವಚ್ಛತೆ ಜವಾಬ್ದಾರಿ (180, 1272, 298, 1290)
person-figure (157, 181, 181, 242)
